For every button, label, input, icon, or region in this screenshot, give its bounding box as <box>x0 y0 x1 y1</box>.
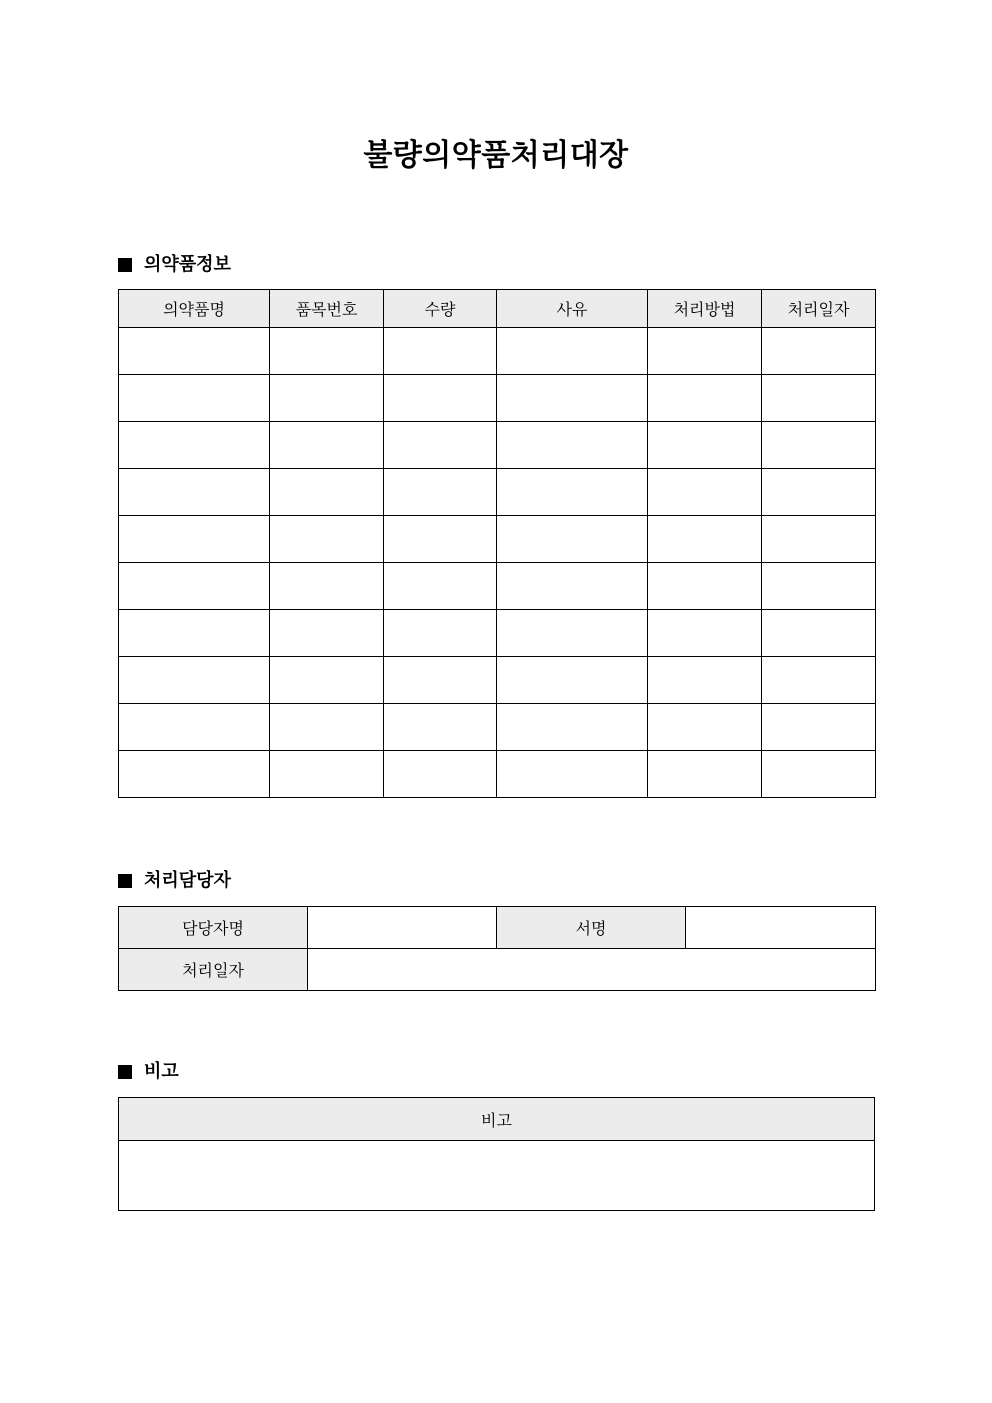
method-cell[interactable] <box>648 751 762 798</box>
table-row <box>119 1141 875 1211</box>
drug-name-cell[interactable] <box>119 516 270 563</box>
drug-info-heading <box>118 253 231 277</box>
remarks-table <box>118 1097 875 1211</box>
signature-label: 서명 <box>497 907 686 949</box>
square-bullet-icon <box>118 874 132 888</box>
drug-name-cell[interactable] <box>119 610 270 657</box>
quantity-cell[interactable] <box>384 610 497 657</box>
method-cell[interactable] <box>648 563 762 610</box>
drug-name-cell[interactable] <box>119 422 270 469</box>
reason-cell[interactable] <box>497 422 648 469</box>
column-header-method: 처리방법 <box>648 290 762 328</box>
quantity-cell[interactable] <box>384 328 497 375</box>
manager-name-label: 담당자명 <box>119 907 308 949</box>
item-number-cell[interactable] <box>270 422 384 469</box>
item-number-cell[interactable] <box>270 516 384 563</box>
square-bullet-icon <box>118 1065 132 1079</box>
method-cell[interactable] <box>648 328 762 375</box>
table-row <box>119 469 876 516</box>
table-row <box>119 328 876 375</box>
table-row <box>119 907 876 949</box>
square-bullet-icon <box>118 258 132 272</box>
item-number-cell[interactable] <box>270 375 384 422</box>
item-number-cell[interactable] <box>270 610 384 657</box>
date-cell[interactable] <box>762 563 876 610</box>
table-row <box>119 422 876 469</box>
quantity-cell[interactable] <box>384 375 497 422</box>
column-header-item-number: 품목번호 <box>270 290 384 328</box>
reason-cell[interactable] <box>497 328 648 375</box>
drug-name-cell[interactable] <box>119 704 270 751</box>
drug-name-cell[interactable] <box>119 657 270 704</box>
table-row <box>119 949 876 991</box>
item-number-cell[interactable] <box>270 657 384 704</box>
item-number-cell[interactable] <box>270 751 384 798</box>
date-cell[interactable] <box>762 328 876 375</box>
quantity-cell[interactable] <box>384 563 497 610</box>
manager-table <box>118 906 876 991</box>
quantity-cell[interactable] <box>384 751 497 798</box>
quantity-cell[interactable] <box>384 704 497 751</box>
drug-info-table <box>118 289 876 798</box>
drug-name-cell[interactable] <box>119 328 270 375</box>
table-header-row <box>119 290 876 328</box>
reason-cell[interactable] <box>497 469 648 516</box>
table-header-row <box>119 1098 875 1141</box>
table-row <box>119 657 876 704</box>
column-header-remarks: 비고 <box>119 1098 875 1141</box>
table-row <box>119 375 876 422</box>
reason-cell[interactable] <box>497 563 648 610</box>
date-cell[interactable] <box>762 610 876 657</box>
quantity-cell[interactable] <box>384 516 497 563</box>
method-cell[interactable] <box>648 516 762 563</box>
manager-heading-label: 처리담당자 <box>144 870 231 891</box>
processing-date-label: 처리일자 <box>119 949 308 991</box>
date-cell[interactable] <box>762 375 876 422</box>
manager-name-field[interactable] <box>308 907 497 949</box>
date-cell[interactable] <box>762 657 876 704</box>
method-cell[interactable] <box>648 469 762 516</box>
manager-heading <box>118 869 231 893</box>
item-number-cell[interactable] <box>270 704 384 751</box>
remarks-field[interactable] <box>119 1141 875 1211</box>
item-number-cell[interactable] <box>270 469 384 516</box>
method-cell[interactable] <box>648 375 762 422</box>
table-row <box>119 563 876 610</box>
reason-cell[interactable] <box>497 751 648 798</box>
remarks-heading-label: 비고 <box>144 1061 179 1082</box>
column-header-quantity: 수량 <box>384 290 497 328</box>
reason-cell[interactable] <box>497 610 648 657</box>
reason-cell[interactable] <box>497 375 648 422</box>
date-cell[interactable] <box>762 516 876 563</box>
date-cell[interactable] <box>762 751 876 798</box>
method-cell[interactable] <box>648 610 762 657</box>
table-row <box>119 516 876 563</box>
reason-cell[interactable] <box>497 704 648 751</box>
quantity-cell[interactable] <box>384 422 497 469</box>
table-row <box>119 751 876 798</box>
date-cell[interactable] <box>762 704 876 751</box>
drug-name-cell[interactable] <box>119 563 270 610</box>
signature-field[interactable] <box>686 907 876 949</box>
drug-name-cell[interactable] <box>119 469 270 516</box>
item-number-cell[interactable] <box>270 328 384 375</box>
table-row <box>119 610 876 657</box>
quantity-cell[interactable] <box>384 657 497 704</box>
drug-info-heading-label: 의약품정보 <box>144 254 231 275</box>
method-cell[interactable] <box>648 657 762 704</box>
item-number-cell[interactable] <box>270 563 384 610</box>
date-cell[interactable] <box>762 469 876 516</box>
reason-cell[interactable] <box>497 516 648 563</box>
drug-name-cell[interactable] <box>119 751 270 798</box>
quantity-cell[interactable] <box>384 469 497 516</box>
table-row <box>119 704 876 751</box>
method-cell[interactable] <box>648 422 762 469</box>
column-header-date: 처리일자 <box>762 290 876 328</box>
processing-date-field[interactable] <box>308 949 876 991</box>
method-cell[interactable] <box>648 704 762 751</box>
drug-name-cell[interactable] <box>119 375 270 422</box>
remarks-heading <box>118 1060 179 1084</box>
page-title: 불량의약품처리대장 <box>363 138 629 173</box>
column-header-reason: 사유 <box>497 290 648 328</box>
column-header-drug-name: 의약품명 <box>119 290 270 328</box>
date-cell[interactable] <box>762 422 876 469</box>
reason-cell[interactable] <box>497 657 648 704</box>
